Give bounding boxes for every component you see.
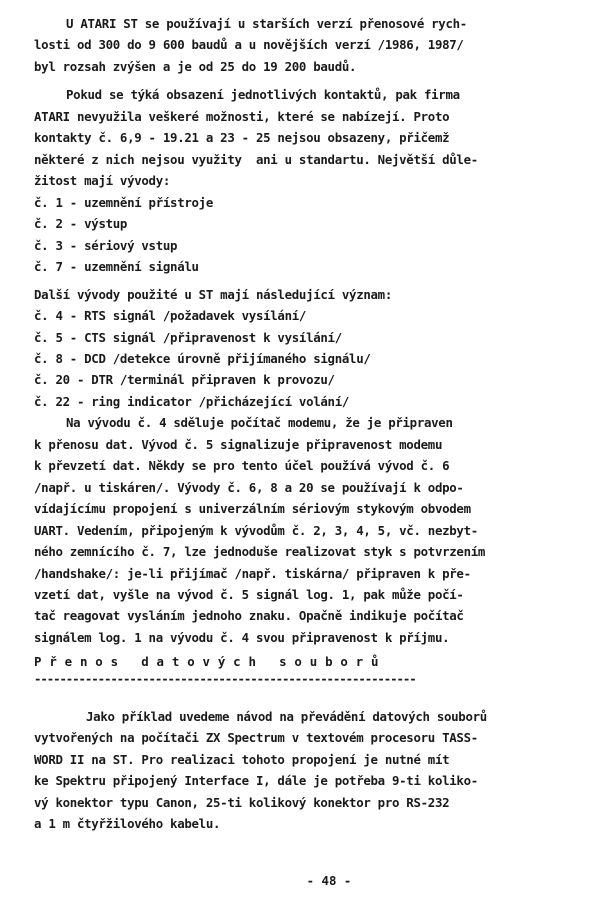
section-heading: P ř e n o s d a t o v ý c h s o u b o r ů — [34, 654, 379, 669]
text-line: ATARI nevyužila veškeré možnosti, které se nabízejí. Proto — [34, 109, 450, 124]
text-line: k přenosu dat. Vývod č. 5 signalizuje připravenost modemu — [34, 437, 443, 452]
text-line: U ATARI ST se používají u starších verzí přenosové rych- — [66, 16, 467, 31]
text-line: signálem log. 1 na vývodu č. 4 svou připravenost k příjmu. — [34, 630, 450, 645]
text-line: WORD II na ST. Pro realizaci tohoto propojení je nutné mít — [34, 752, 450, 767]
text-line: byl rozsah zvýšen a je od 25 do 19 200 baudů. — [34, 59, 357, 74]
text-line: vzetí dat, vyšle na vývod č. 5 signál log. 1, pak může počí- — [34, 587, 464, 602]
text-line: vytvořených na počítači ZX Spectrum v textovém procesoru TASS- — [34, 730, 478, 745]
text-line: ného zemnícího č. 7, lze jednoduše realizovat styk s potvrzením — [34, 544, 486, 559]
list-item: č. 3 - sériový vstup — [34, 238, 178, 253]
list-item: č. 7 - uzemnění signálu — [34, 259, 199, 274]
text-line: vý konektor typu Canon, 25-ti kolikový konektor pro RS-232 — [34, 795, 450, 810]
text-line: Jako příklad uvedeme návod na převádění datových souborů — [86, 709, 487, 724]
list-item: č. 20 - DTR /terminál připraven k provozu/ — [34, 372, 335, 387]
text-line: některé z nich nejsou využity ani u standartu. Největší důle- — [34, 152, 478, 167]
text-line: vídajícímu propojení s univerzálním sériovým stykovým obvodem — [34, 501, 471, 516]
text-line: tač reagovat vysláním jednoho znaku. Opačně indikuje počítač — [34, 608, 464, 623]
text-line: Pokud se týká obsazení jednotlivých kontaktů, pak firma — [66, 87, 460, 102]
text-line: kontakty č. 6,9 - 19.21 a 23 - 25 nejsou obsazeny, přičemž — [34, 130, 450, 145]
list-item: č. 22 - ring indicator /přicházející volání/ — [34, 394, 350, 409]
list-item: č. 1 - uzemnění přístroje — [34, 195, 213, 210]
text-line: UART. Vedením, připojeným k vývodům č. 2, 3, 4, 5, vč. nezbyt- — [34, 523, 478, 538]
text-line: k převzetí dat. Někdy se pro tento účel používá vývod č. 6 — [34, 458, 450, 473]
list-item: č. 5 - CTS signál /připravenost k vysílání/ — [34, 330, 342, 345]
text-line: ke Spektru připojený Interface I, dále je potřeba 9-ti koliko- — [34, 773, 478, 788]
text-line: losti od 300 do 9 600 baudů a u novějších verzí /1986, 1987/ — [34, 37, 464, 52]
page-number: - 48 - — [306, 873, 352, 888]
text-line: a 1 m čtyřžilového kabelu. — [34, 816, 221, 831]
text-line: Na vývodu č. 4 sděluje počítač modemu, že je připraven — [66, 415, 453, 430]
text-line: /např. u tiskáren/. Vývody č. 6, 8 a 20 se používají k odpo- — [34, 480, 464, 495]
text-line: Další vývody použité u ST mají následující význam: — [34, 287, 392, 302]
list-item: č. 4 - RTS signál /požadavek vysílání/ — [34, 308, 307, 323]
list-item: č. 8 - DCD /detekce úrovně přijímaného signálu/ — [34, 351, 371, 366]
list-item: č. 2 - výstup — [34, 216, 128, 231]
section-rule: ------------------------------------------------------------ — [34, 671, 416, 686]
text-line: /handshake/: je-li přijímač /např. tiskárna/ připraven k pře- — [34, 566, 471, 581]
text-line: žitost mají vývody: — [34, 173, 171, 188]
